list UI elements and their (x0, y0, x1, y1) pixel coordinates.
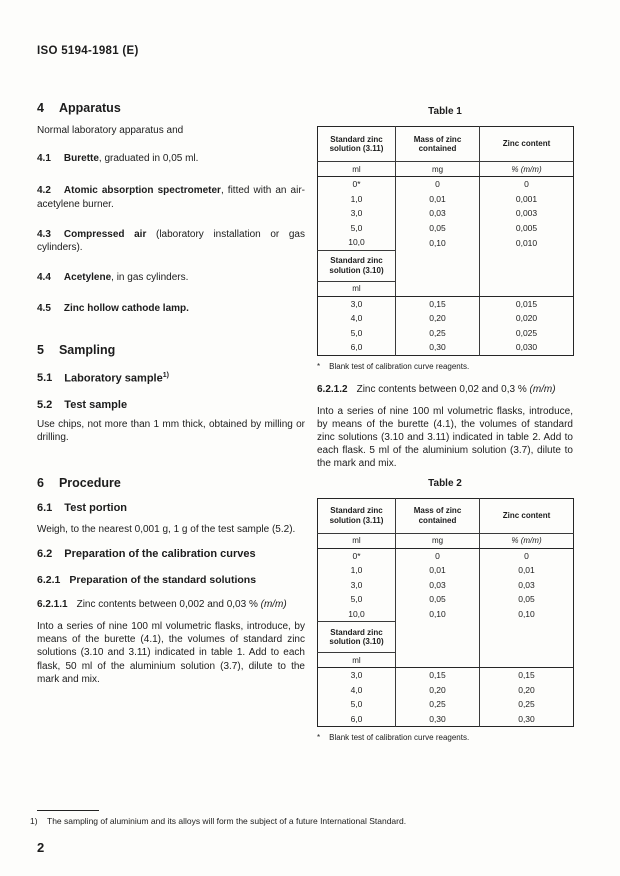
table1-unit-cell: mg (396, 162, 480, 177)
apparatus-item-4-2 (37, 184, 305, 210)
table2-cell: 0,30 (396, 712, 480, 727)
section-number: 6.1 (37, 501, 53, 514)
item-name: Burette (63, 153, 99, 165)
table2-row (318, 697, 574, 712)
table1-footnote (317, 362, 573, 371)
section-title: Sampling (58, 342, 116, 357)
item-text: , fitted with an air-acetylene burner. (37, 185, 305, 210)
item-text: , graduated in 0,05 ml. (98, 153, 199, 165)
table1-cell: 0,003 (480, 206, 574, 221)
section-6-2-1-2-heading (317, 384, 573, 395)
section-6-2-1-1-heading (37, 599, 305, 610)
section-4-intro: Normal laboratory apparatus and (37, 125, 184, 136)
table2-cell: 0,05 (480, 592, 574, 607)
table2-subheader-row (318, 622, 574, 653)
section-4-heading (37, 101, 305, 115)
table1-cell: 4,0 (350, 313, 363, 324)
table2-cell: 0,03 (396, 578, 480, 593)
table1-unit-cell: % (m/m) (480, 162, 574, 177)
table1-cell: 0,005 (480, 221, 574, 236)
table1-cell: 0,020 (480, 311, 574, 326)
table1-cell: 0,010 (480, 235, 574, 250)
table1-cell: 3,0 (350, 208, 363, 219)
footnote-marker: * (317, 733, 321, 743)
table2-subheader-cell: Standard zinc solution (3.10) (318, 622, 396, 653)
table2-cell: 0* (352, 550, 361, 561)
item-name: Acetylene (63, 272, 112, 284)
section-title: Apparatus (58, 101, 121, 115)
table1-row (318, 311, 574, 326)
table1-header-cell: Mass of zinc contained (396, 127, 480, 162)
table2-unit-cell: % (m/m) (480, 533, 574, 548)
section-5-1-heading (37, 372, 305, 385)
table2-cell: 0,20 (396, 683, 480, 698)
table2-footnote (317, 733, 573, 742)
section-6-1-heading (37, 502, 305, 514)
table1-cell: 0,25 (396, 326, 480, 341)
table2-header-row (318, 498, 574, 533)
table2-row (318, 592, 574, 607)
table1-row (318, 235, 574, 250)
section-title: Zinc contents between 0,02 and 0,3 % (356, 383, 530, 395)
section-6-2-1-2-body: Into a series of nine 100 ml volumetric flasks, introduce, by means of the burette (4.1), the volumes of standard zinc solutions (3.10 and 3.11) indicated in table 2. Add to each flask. 5 ml of the aluminium solution (3.7), dilute to the mark and mix. (317, 405, 573, 470)
left-column (37, 101, 305, 686)
table1-cell: 0 (396, 177, 480, 192)
table1-units-row (318, 162, 574, 177)
table1-subheader-cell: Standard zinc solution (3.10) (318, 250, 396, 281)
table2-row (318, 563, 574, 578)
table2-header-cell: Zinc content (480, 498, 574, 533)
section-5-2-heading (37, 399, 305, 411)
table2-unit-cell: ml (318, 533, 396, 548)
table1-cell: 6,0 (350, 342, 363, 353)
table1-subunit-cell: ml (318, 281, 396, 296)
table1-cell: 0,030 (480, 340, 574, 355)
table1-cell: 0,15 (396, 296, 480, 311)
table1-row (318, 221, 574, 236)
section-title: Zinc contents between 0,002 and 0,03 % (76, 598, 261, 610)
table1-row (318, 326, 574, 341)
table2-cell: 4,0 (350, 684, 363, 695)
table1-header-cell: Zinc content (480, 127, 574, 162)
table2-units-row (318, 533, 574, 548)
table1-cell: 5,0 (350, 327, 363, 338)
table2-cell: 0,05 (396, 592, 480, 607)
table2-cell: 0,10 (480, 607, 574, 622)
table1-cell: 0,10 (396, 235, 480, 250)
table2-row (318, 548, 574, 563)
table1-cell: 0,01 (396, 192, 480, 207)
table2-empty-cell (396, 622, 480, 668)
table2-row (318, 578, 574, 593)
table2-row (318, 607, 574, 622)
table2-cell: 0,15 (396, 668, 480, 683)
table1-unit-cell: ml (318, 162, 396, 177)
table2-row (318, 683, 574, 698)
item-number: 4.1 (37, 153, 51, 165)
table1-caption: Table 1 (428, 106, 462, 117)
table1-cell: 0,30 (396, 340, 480, 355)
table2-caption: Table 2 (428, 477, 462, 489)
section-number: 6.2.1.1 (37, 598, 68, 610)
section-number: 6.2.1.2 (317, 383, 348, 395)
footnote-reference: 1) (162, 371, 169, 379)
table2-cell: 0 (480, 548, 574, 563)
item-name: Zinc hollow cathode lamp. (63, 303, 189, 315)
section-number: 6.2 (37, 547, 53, 560)
section-title: Test sample (64, 399, 128, 412)
table2-cell: 0,01 (396, 563, 480, 578)
section-title-italic: (m/m) (529, 383, 556, 395)
table1-cell: 0,015 (480, 296, 574, 311)
table1-cell: 0,20 (396, 311, 480, 326)
apparatus-item-4-1 (37, 152, 305, 165)
table1-empty-cell (396, 250, 480, 296)
table1-cell: 5,0 (350, 222, 363, 233)
table2-cell: 0,03 (480, 578, 574, 593)
table2-cell: 0,25 (480, 697, 574, 712)
section-title: Laboratory sample (64, 372, 163, 385)
page-number: 2 (37, 840, 45, 855)
table1-cell: 0,05 (396, 221, 480, 236)
table1-empty-cell (480, 250, 574, 296)
table2-cell: 3,0 (350, 670, 363, 681)
table2-header-cell: Mass of zinc contained (396, 498, 480, 533)
table2-cell: 0 (396, 548, 480, 563)
table2-cell: 5,0 (350, 699, 363, 710)
section-title: Preparation of the calibration curves (64, 547, 256, 560)
table2-cell: 0,15 (480, 668, 574, 683)
table2-header-cell: Standard zinc solution (3.11) (318, 498, 396, 533)
table2-row (318, 712, 574, 727)
table1-cell: 0* (352, 179, 361, 190)
table2-cell: 0,20 (480, 683, 574, 698)
table2-cell: 0,10 (396, 607, 480, 622)
item-number: 4.3 (37, 228, 51, 240)
section-5-heading (37, 343, 305, 357)
item-number: 4.4 (37, 272, 51, 284)
section-title: Test portion (64, 501, 128, 514)
table1 (317, 126, 574, 356)
section-title: Procedure (58, 475, 121, 490)
table2-cell: 3,0 (350, 579, 363, 590)
table2-cell: 6,0 (350, 713, 363, 724)
item-text: , in gas cylinders. (111, 272, 189, 284)
table1-cell: 0 (480, 177, 574, 192)
table1-cell: 0,03 (396, 206, 480, 221)
table1-subheader-row (318, 250, 574, 281)
section-number: 5.2 (37, 399, 53, 412)
table2 (317, 498, 574, 728)
table1-row (318, 177, 574, 192)
section-title: Preparation of the standard solutions (69, 573, 257, 586)
footnote-text: Blank test of calibration curve reagents. (329, 733, 470, 743)
table2-cell: 10,0 (348, 608, 365, 619)
right-column (317, 100, 573, 742)
section-number: 4 (37, 101, 44, 115)
table1-row (318, 340, 574, 355)
table1-cell: 0,025 (480, 326, 574, 341)
document-id: ISO 5194-1981 (E) (37, 45, 139, 57)
table1-cell: 0,001 (480, 192, 574, 207)
section-number: 6.2.1 (37, 573, 61, 586)
table1-cell: 3,0 (350, 298, 363, 309)
table1-header-row (318, 127, 574, 162)
table2-cell: 5,0 (350, 594, 363, 605)
page-footnote (30, 816, 595, 827)
apparatus-item-4-4 (37, 271, 305, 284)
section-6-heading (37, 476, 305, 490)
section-6-2-1-heading (37, 574, 305, 586)
table2-cell: 0,30 (480, 712, 574, 727)
section-title-italic: (m/m) (260, 598, 287, 610)
apparatus-item-4-3 (37, 228, 305, 254)
footnote-text: The sampling of aluminium and its alloys will form the subject of a future International Standard. (47, 816, 407, 826)
item-name: Compressed air (63, 228, 147, 240)
section-6-2-heading (37, 548, 305, 560)
table2-cell: 0,25 (396, 697, 480, 712)
item-name: Atomic absorption spectrometer (63, 185, 221, 197)
section-5-2-body: Use chips, not more than 1 mm thick, obtained by milling or drilling. (37, 419, 305, 444)
item-number: 4.2 (37, 185, 51, 197)
table1-cell: 1,0 (350, 193, 363, 204)
table2-unit-cell: mg (396, 533, 480, 548)
table2-subunit-cell: ml (318, 653, 396, 668)
footnote-marker: * (317, 361, 321, 371)
item-number: 4.5 (37, 303, 51, 315)
section-6-1-body: Weigh, to the nearest 0,001 g, 1 g of the test sample (5.2). (37, 523, 296, 535)
table1-row (318, 192, 574, 207)
footnote-marker: 1) (30, 816, 38, 826)
section-number: 6 (37, 475, 44, 490)
section-6-2-1-1-body: Into a series of nine 100 ml volumetric flasks, introduce, by means of the burette (4.1), the volumes of standard zinc solutions (3.10 and 3.11) indicated in table 1. Add to each flask, 50 ml of the aluminium solution (3.7), dilute to the mark and mix. (37, 620, 305, 685)
table2-cell: 0,01 (480, 563, 574, 578)
table1-row (318, 206, 574, 221)
table2-empty-cell (480, 622, 574, 668)
item-text: (laboratory installation or gas cylinders). (37, 228, 305, 254)
table2-cell: 1,0 (350, 565, 363, 576)
table1-row (318, 296, 574, 311)
footnote-divider (37, 810, 99, 811)
table1-header-cell: Standard zinc solution (3.11) (318, 127, 396, 162)
footnote-text: Blank test of calibration curve reagents. (329, 361, 470, 371)
section-number: 5 (37, 342, 44, 357)
apparatus-item-4-5 (37, 302, 305, 315)
table2-row (318, 668, 574, 683)
section-number: 5.1 (37, 372, 53, 385)
table1-cell: 10,0 (348, 237, 365, 248)
